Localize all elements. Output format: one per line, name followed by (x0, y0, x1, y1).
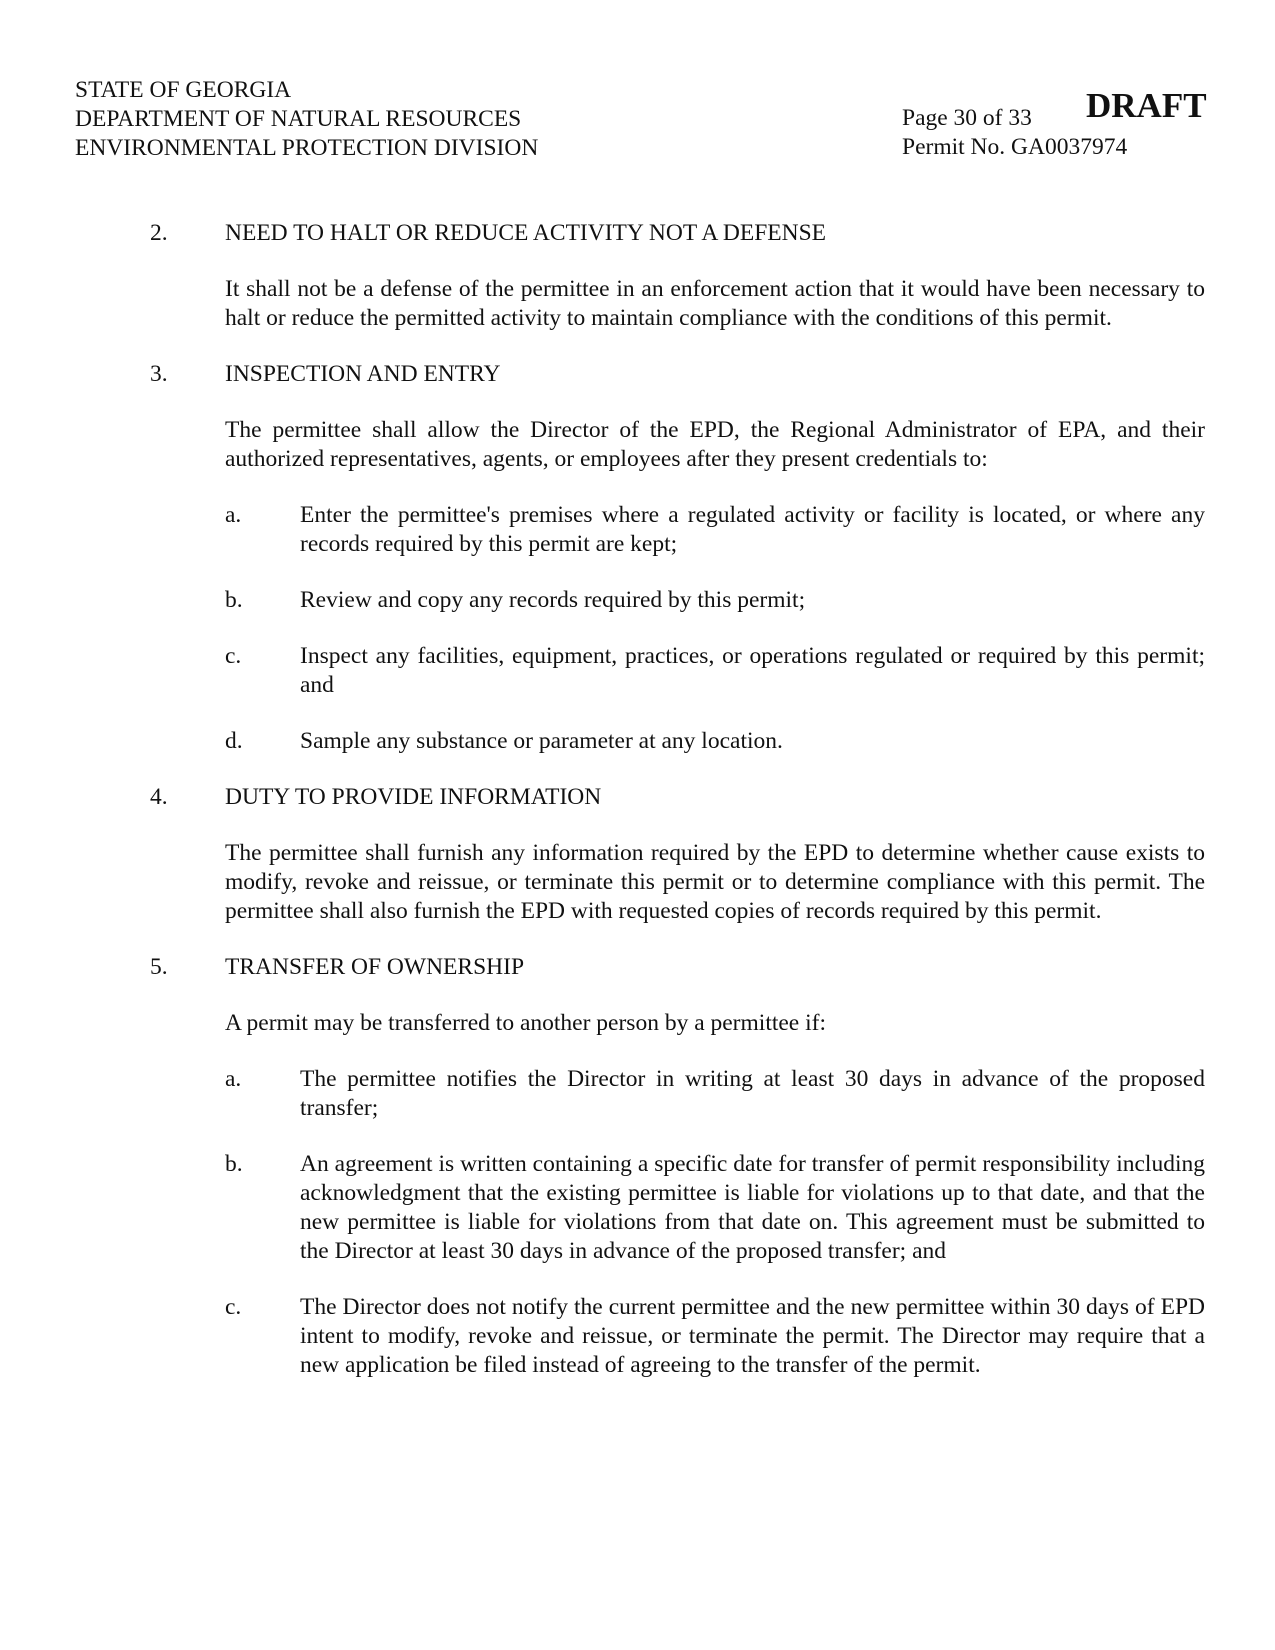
list-item (225, 1150, 1205, 1266)
section-5 (150, 953, 1205, 1380)
item-list (150, 501, 1205, 756)
list-item (225, 501, 1205, 559)
section-paragraph: A permit may be transferred to another person by a permittee if: (225, 1010, 826, 1036)
section-3 (150, 360, 1205, 756)
section-number: 5. (150, 954, 168, 980)
list-item (225, 642, 1205, 700)
item-label: b. (225, 587, 243, 613)
agency-header (75, 76, 775, 163)
item-list (150, 1065, 1205, 1380)
permit-number: Permit No. GA0037974 (902, 134, 1128, 160)
page-number: Page 30 of 33 (902, 105, 1032, 131)
document-body (150, 219, 1205, 1407)
list-item (225, 727, 1205, 756)
list-item (225, 586, 1205, 615)
header-division: ENVIRONMENTAL PROTECTION DIVISION (75, 135, 539, 161)
section-number: 3. (150, 361, 168, 387)
draft-label: DRAFT (1086, 86, 1207, 125)
section-heading (150, 360, 1205, 389)
item-label: c. (225, 1294, 242, 1320)
list-item (225, 1065, 1205, 1123)
section-title: INSPECTION AND ENTRY (225, 361, 501, 387)
header-department: DEPARTMENT OF NATURAL RESOURCES (75, 106, 522, 132)
header-state: STATE OF GEORGIA (75, 77, 292, 103)
section-heading (150, 953, 1205, 982)
item-text: Sample any substance or parameter at any location. (300, 728, 783, 754)
section-paragraph: It shall not be a defense of the permittee in an enforcement action that it would have been necessary to halt or reduce the permitted activity to maintain compliance with the conditions of this permit. (225, 276, 1205, 331)
item-text: An agreement is written containing a specific date for transfer of permit responsibility including acknowledgment that the existing permittee is liable for violations up to that date, and that the new permittee is liable for violations from that date on. This agreement must be submitted to the Director at least 30 days in advance of the proposed transfer; and (300, 1151, 1205, 1264)
item-text: The Director does not notify the current permittee and the new permittee within 30 days of EPD intent to modify, revoke and reissue, or terminate the permit. The Director may require that a new application be filed instead of agreeing to the transfer of the permit. (300, 1294, 1205, 1378)
item-label: a. (225, 502, 242, 528)
section-number: 2. (150, 220, 168, 246)
section-4 (150, 783, 1205, 926)
section-paragraph: The permittee shall allow the Director of the EPD, the Regional Administrator of EPA, and their authorized representatives, agents, or employees after they present credentials to: (225, 417, 1205, 472)
item-text: Enter the permittee's premises where a regulated activity or facility is located, or where any records required by this permit are kept; (300, 502, 1205, 557)
item-label: b. (225, 1151, 243, 1177)
item-text: The permittee notifies the Director in writing at least 30 days in advance of the proposed transfer; (300, 1066, 1205, 1121)
item-label: d. (225, 728, 243, 754)
section-title: NEED TO HALT OR REDUCE ACTIVITY NOT A DEFENSE (225, 220, 827, 246)
section-heading (150, 783, 1205, 812)
section-number: 4. (150, 784, 168, 810)
list-item (225, 1293, 1205, 1380)
item-text: Review and copy any records required by this permit; (300, 587, 806, 613)
item-label: a. (225, 1066, 242, 1092)
section-heading (150, 219, 1205, 248)
section-title: DUTY TO PROVIDE INFORMATION (225, 784, 602, 810)
section-paragraph: The permittee shall furnish any information required by the EPD to determine whether cause exists to modify, revoke and reissue, or terminate this permit or to determine compliance with this permit. The permittee shall also furnish the EPD with requested copies of records required by this permit. (225, 840, 1205, 924)
item-label: c. (225, 643, 242, 669)
section-2 (150, 219, 1205, 333)
section-title: TRANSFER OF OWNERSHIP (225, 954, 525, 980)
item-text: Inspect any facilities, equipment, practices, or operations regulated or required by this permit; and (300, 643, 1205, 698)
